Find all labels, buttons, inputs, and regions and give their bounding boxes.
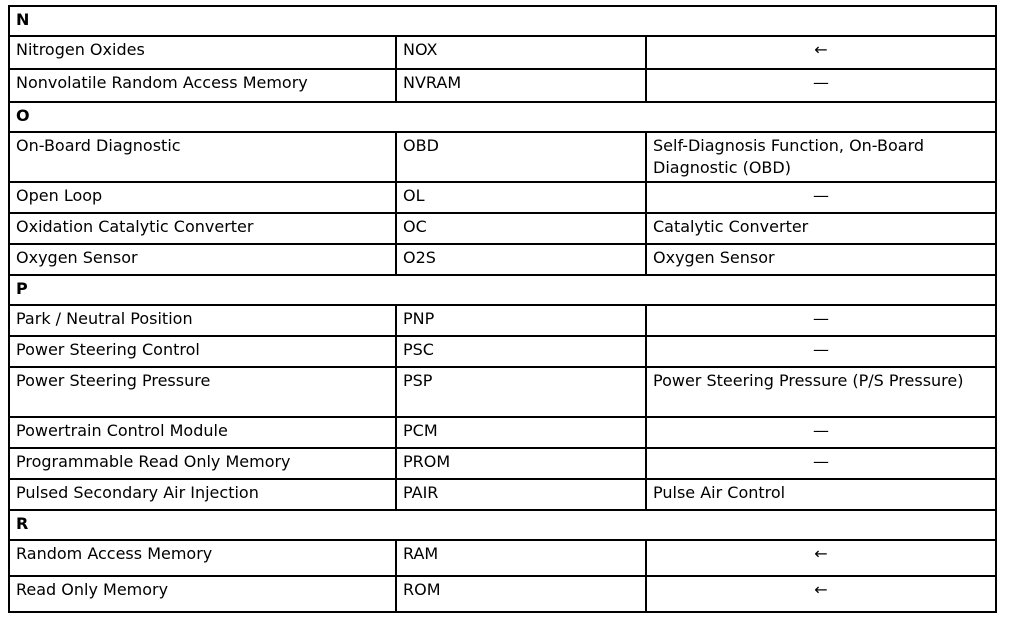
- abbreviation-cell: OL: [396, 182, 646, 213]
- table-row: [9, 367, 996, 417]
- term-cell: Pulsed Secondary Air Injection: [9, 479, 396, 510]
- term-cell: Read Only Memory: [9, 576, 396, 612]
- old-term-cell: Power Steering Pressure (P/S Pressure): [646, 367, 996, 417]
- old-term-cell: Oxygen Sensor: [646, 244, 996, 275]
- table-row: [9, 182, 996, 213]
- old-term-cell: ←: [646, 36, 996, 69]
- abbreviation-cell: NVRAM: [396, 69, 646, 102]
- table-row: [9, 417, 996, 448]
- abbreviation-cell: PAIR: [396, 479, 646, 510]
- section-header-p: [9, 275, 996, 305]
- term-cell: Oxygen Sensor: [9, 244, 396, 275]
- term-cell: Power Steering Pressure: [9, 367, 396, 417]
- term-cell: Nonvolatile Random Access Memory: [9, 69, 396, 102]
- table-row: [9, 448, 996, 479]
- term-cell: Random Access Memory: [9, 540, 396, 576]
- section-header-o: [9, 102, 996, 132]
- section-letter: N: [9, 6, 996, 36]
- old-term-cell: —: [646, 417, 996, 448]
- table-row: [9, 576, 996, 612]
- abbreviation-cell: NOX: [396, 36, 646, 69]
- abbreviation-cell: O2S: [396, 244, 646, 275]
- abbreviation-cell: PSP: [396, 367, 646, 417]
- table-row: [9, 479, 996, 510]
- abbreviation-cell: PROM: [396, 448, 646, 479]
- abbreviation-table: [8, 5, 997, 613]
- term-cell: Programmable Read Only Memory: [9, 448, 396, 479]
- table-row: [9, 132, 996, 182]
- section-letter: R: [9, 510, 996, 540]
- abbreviation-cell: PCM: [396, 417, 646, 448]
- old-term-cell: ←: [646, 540, 996, 576]
- term-cell: Park / Neutral Position: [9, 305, 396, 336]
- old-term-cell: Pulse Air Control: [646, 479, 996, 510]
- old-term-cell: Catalytic Converter: [646, 213, 996, 244]
- table-row: [9, 305, 996, 336]
- abbreviation-cell: PNP: [396, 305, 646, 336]
- term-cell: Nitrogen Oxides: [9, 36, 396, 69]
- old-term-cell: Self-Diagnosis Function, On-Board Diagnostic (OBD): [646, 132, 996, 182]
- abbreviation-cell: RAM: [396, 540, 646, 576]
- old-term-cell: —: [646, 305, 996, 336]
- old-term-cell: —: [646, 182, 996, 213]
- abbreviation-cell: OC: [396, 213, 646, 244]
- term-cell: Power Steering Control: [9, 336, 396, 367]
- old-term-cell: —: [646, 448, 996, 479]
- section-letter: P: [9, 275, 996, 305]
- table-row: [9, 244, 996, 275]
- section-letter: O: [9, 102, 996, 132]
- term-cell: Open Loop: [9, 182, 396, 213]
- old-term-cell: —: [646, 336, 996, 367]
- table-row: [9, 36, 996, 69]
- table-row: [9, 69, 996, 102]
- table-row: [9, 213, 996, 244]
- table-row: [9, 540, 996, 576]
- abbreviation-cell: ROM: [396, 576, 646, 612]
- section-header-r: [9, 510, 996, 540]
- term-cell: On-Board Diagnostic: [9, 132, 396, 182]
- old-term-cell: ←: [646, 576, 996, 612]
- section-header-n: [9, 6, 996, 36]
- term-cell: Powertrain Control Module: [9, 417, 396, 448]
- table-row: [9, 336, 996, 367]
- old-term-cell: —: [646, 69, 996, 102]
- abbreviation-cell: PSC: [396, 336, 646, 367]
- abbreviation-cell: OBD: [396, 132, 646, 182]
- term-cell: Oxidation Catalytic Converter: [9, 213, 396, 244]
